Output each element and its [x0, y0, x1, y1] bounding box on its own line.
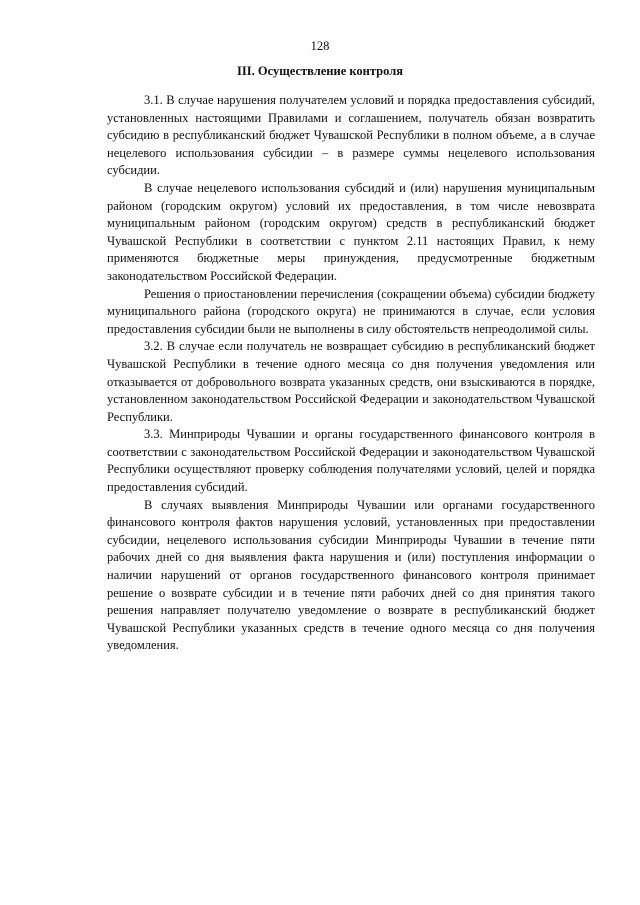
section-title: III. Осуществление контроля — [237, 64, 403, 78]
paragraph-misuse-measures: В случае нецелевого использования субсидий и (или) нарушения муниципальным районом (городским округом) условий их предоставления, в том числе невозврата муниципальным районом (городским округом) средств в республиканский бюджет Чувашской Республики в соответствии с пунктом 2.11 настоящих Правил, к нему применяются бюджетные меры принуждения, предусмотренные бюджетным законодательством Российской Федерации. — [107, 180, 595, 283]
paragraph-3-1: 3.1. В случае нарушения получателем условий и порядка предоставления субсидий, установленных настоящими Правилами и соглашением, получатель обязан возвратить субсидию в республиканский бюджет Чувашской Республики в полном объеме, а в случае нецелевого использования субсидии – в размере суммы нецелевого использования субсидии. — [107, 93, 595, 178]
paragraph-violation-detection: В случаях выявления Минприроды Чувашии или органами государственного финансового контроля фактов нарушения условий, установленных при предоставлении субсидии, нецелевого использования субсидии Минприроды Чувашии в течение пяти рабочих дней со дня выявления факта нарушения и (или) поступления информации о наличии нарушений от органов государственного финансового контроля принимает решение о возврате субсидии и в течение пяти рабочих дней со дня принятия такого решения направляет получателю уведомление о возврате в республиканский бюджет Чувашской Республики указанных средств в течение одного месяца со дня получения уведомления. — [107, 497, 595, 653]
page-number: 128 — [310, 39, 330, 53]
paragraph-3-3: 3.3. Минприроды Чувашии и органы государственного финансового контроля в соответствии с законодательством Российской Федерации и законодательством Чувашской Республики осуществляют проверку соблюдения получателями условий, целей и порядка предоставления субсидий. — [107, 427, 595, 495]
paragraph-suspension-decisions: Решения о приостановлении перечисления (сокращении объема) субсидии бюджету муниципального района (городского округа) не принимаются в случае, если условия предоставления субсидии были не выполнены в силу обстоятельств непреодолимой силы. — [107, 286, 595, 336]
paragraph-3-2: 3.2. В случае если получатель не возвращает субсидию в республиканский бюджет Чувашской Республики в течение одного месяца со дня получения уведомления или отказывается от добровольного возврата указанных средств, они взыскиваются в порядке, установленном законодательством Российской Федерации и законодательством Чувашской Республики. — [107, 339, 595, 424]
body-text — [107, 92, 595, 655]
